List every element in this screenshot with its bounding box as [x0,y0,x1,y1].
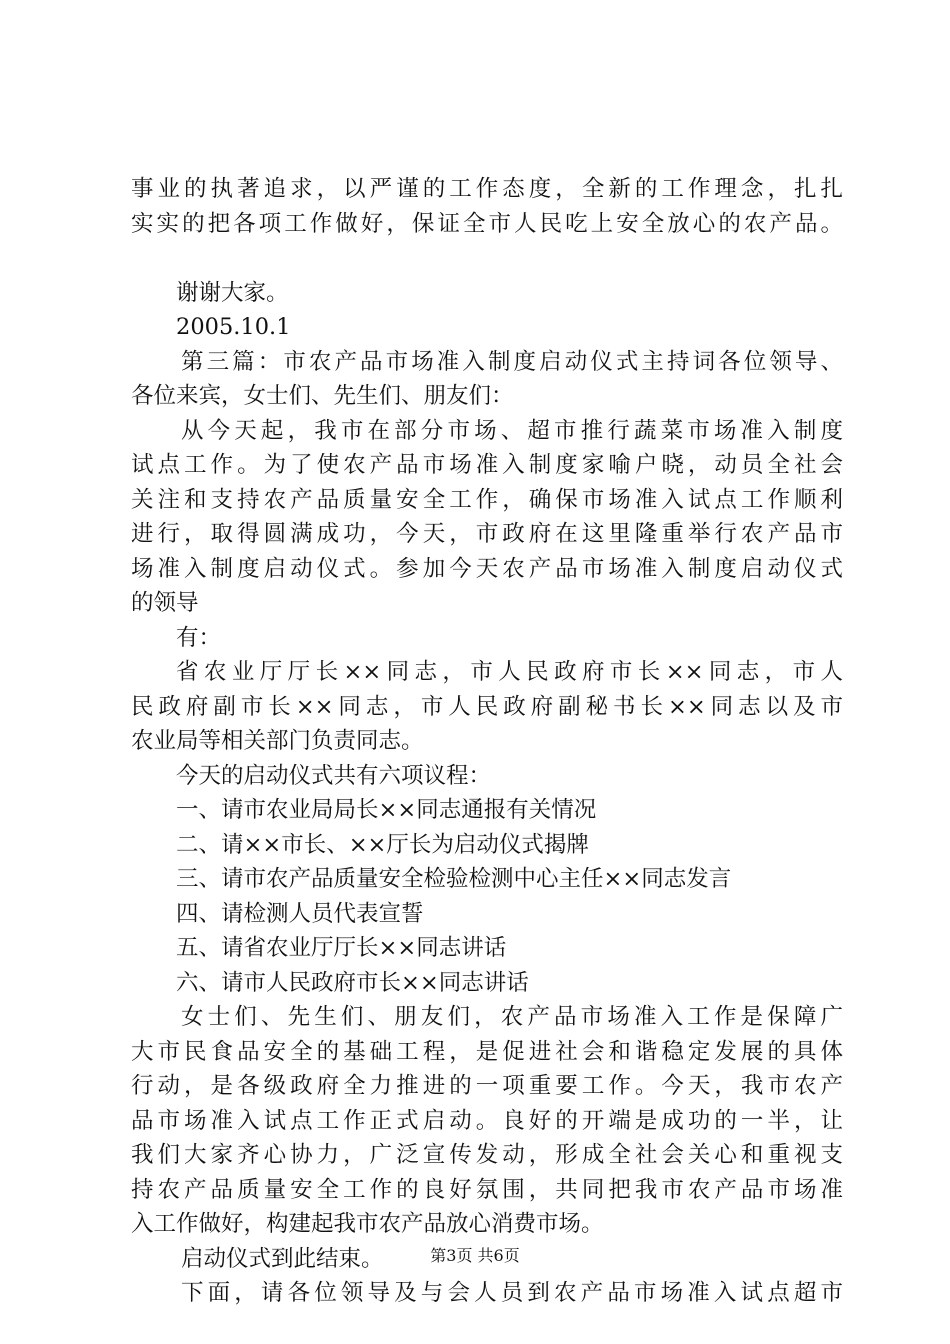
text-line: 品市场准入试点工作正式启动。良好的开端是成功的一半，让 [131,1107,843,1134]
section-heading: 第三篇：市农产品市场准入制度启动仪式主持词各位领导、 [181,348,843,375]
text-line: 场准入制度启动仪式。参加今天农产品市场准入制度启动仪式 [131,555,843,582]
text-line: 2005.10.1 [176,314,291,340]
text-line: 实实的把各项工作做好，保证全市人民吃上安全放心的农产品。 [131,210,843,237]
agenda-item: 一、请市农业局局长××同志通报有关情况 [176,797,597,823]
text-line: 省农业厅厅长××同志，市人民政府市长××同志，市人 [176,659,843,685]
text-line: 谢谢大家。 [176,279,289,306]
agenda-item: 五、请省农业厅厅长××同志讲话 [176,935,507,961]
text-line: 的领导 [131,590,199,616]
text-line: 进行，取得圆满成功，今天，市政府在这里隆重举行农产品市 [131,521,843,547]
agenda-item: 二、请××市长、××厅长为启动仪式揭牌 [176,831,589,858]
text-line: 今天的启动仪式共有六项议程： [176,762,492,789]
blank-line [131,241,843,276]
text-line: 从今天起，我市在部分市场、超市推行蔬菜市场准入制度 [181,417,843,444]
text-line: 下面，请各位领导及与会人员到农产品市场准入试点超市 [181,1280,843,1306]
agenda-item: 三、请市农产品质量安全检验检测中心主任××同志发言 [176,866,732,892]
text-line: 事业的执著追求，以严谨的工作态度，全新的工作理念，扎扎 [131,176,843,202]
text-line: 启动仪式到此结束。 [181,1245,384,1272]
text-line: 试点工作。为了使农产品市场准入制度家喻户晓，动员全社会 [131,452,843,478]
text-line: 大市民食品安全的基础工程，是促进社会和谐稳定发展的具体 [131,1038,843,1065]
text-line: 入工作做好，构建起我市农产品放心消费市场。 [131,1211,604,1237]
text-line: 民政府副市长××同志，市人民政府副秘书长××同志以及市 [131,693,843,720]
agenda-item: 四、请检测人员代表宣誓 [176,900,424,927]
text-line: 有： [176,624,222,651]
text-line: 持农产品质量安全工作的良好氛围，共同把我市农产品市场准 [131,1176,843,1203]
agenda-item: 六、请市人民政府市长××同志讲话 [176,969,529,996]
text-line: 女士们、先生们、朋友们，农产品市场准入工作是保障广 [181,1004,843,1030]
text-line: 行动，是各级政府全力推进的一项重要工作。今天，我市农产 [131,1073,843,1099]
document-body [131,172,843,1311]
text-line: 关注和支持农产品质量安全工作，确保市场准入试点工作顺利 [131,486,843,513]
text-line: 农业局等相关部门负责同志。 [131,728,424,754]
text-line: 各位来宾，女士们、先生们、朋友们： [131,383,514,409]
page-number-footer: 第3页 共6页 [430,1246,520,1265]
text-line: 我们大家齐心协力，广泛宣传发动，形成全社会关心和重视支 [131,1142,843,1168]
